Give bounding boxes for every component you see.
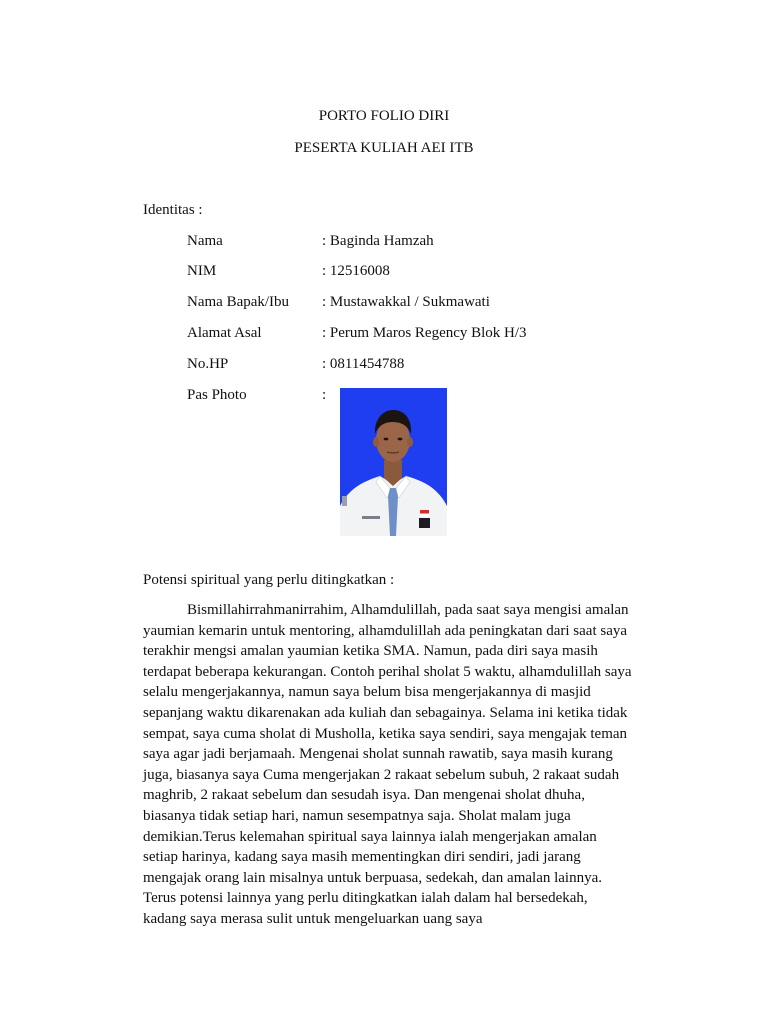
- identity-row-address: [187, 325, 747, 345]
- right-ear: [407, 437, 413, 447]
- identity-label: No.HP: [187, 356, 229, 372]
- identity-row-photo: [187, 387, 747, 407]
- identity-value: : Perum Maros Regency Blok H/3: [322, 325, 527, 341]
- left-eye: [384, 438, 389, 441]
- identity-value: : Mustawakkal / Sukmawati: [322, 294, 490, 310]
- identity-row-nama: [187, 233, 747, 253]
- identity-label: NIM: [187, 263, 217, 279]
- left-ear: [373, 437, 379, 447]
- identity-value: : 12516008: [322, 263, 390, 279]
- identity-label: Alamat Asal: [187, 325, 262, 341]
- identity-value: : Baginda Hamzah: [322, 233, 434, 249]
- potensi-heading: Potensi spiritual yang perlu ditingkatkan :: [143, 572, 395, 588]
- right-eye: [398, 438, 403, 441]
- document-title: PORTO FOLIO DIRI: [318, 108, 450, 124]
- sleeve-emblem: [342, 496, 347, 506]
- body-paragraph: Bismillahirrahmanirrahim, Alhamdulillah, pada saat saya mengisi amalan yaumian kemarin untuk mentoring, alhamdulillah ada peningkatan dari saat saya terakhir mengsi amalan yaumian ketika SMA. Namun, pada diri saya masih terdapat beberapa kekurangan. Contoh perihal sholat 5 waktu, alhamdulillah saya selalu mengerjakannya, namun saya belum bisa mengerjakannya di masjid sepanjang waktu dikarenakan ada kuliah dan sebagainya. Selama ini ketika tidak sempat, saya cuma sholat di Musholla, ketika saya sendiri, saya mengajak teman saya agar jadi berjamaah. Mengenai sholat sunnah rawatib, saya masih kurang juga, biasanya saya Cuma mengerjakan 2 rakaat sebelum subuh, 2 rakaat sudah maghrib, 2 rakaat sebelum dan sesudah isya. Dan mengenai sholat dhuha, biasanya tidak setiap hari, namun sesempatnya saja. Sholat malam juga demikian.Terus kelemahan spiritual saya lainnya ialah mengerjakan amalan setiap harinya, kadang saya masih mementingkan diri sendiri, jadi jarang mengajak orang lain misalnya untuk berpuasa, sedekah, dan amalan lainnya. Terus potensi lainnya yang perlu ditingkatkan ialah dalam hal bersedekah, kadang saya merasa sulit untuk mengeluarkan uang saya: [143, 602, 632, 927]
- identity-row-parents: [187, 294, 747, 314]
- pocket-badge: [419, 518, 430, 528]
- identity-label: Nama Bapak/Ibu: [187, 294, 290, 310]
- person-photo-illustration: [340, 388, 447, 536]
- identity-row-phone: [187, 356, 747, 376]
- identity-value: :: [322, 387, 327, 403]
- identity-label: Nama: [187, 233, 223, 249]
- passport-photo: [340, 388, 447, 536]
- identity-label: Pas Photo: [187, 387, 247, 403]
- name-tag: [362, 516, 380, 519]
- identitas-heading: Identitas :: [143, 202, 203, 218]
- flag-badge-red: [420, 510, 429, 514]
- identity-value: : 0811454788: [322, 356, 405, 372]
- identity-row-nim: [187, 263, 747, 283]
- flag-badge-white: [420, 514, 429, 518]
- document-subtitle: PESERTA KULIAH AEI ITB: [294, 140, 474, 156]
